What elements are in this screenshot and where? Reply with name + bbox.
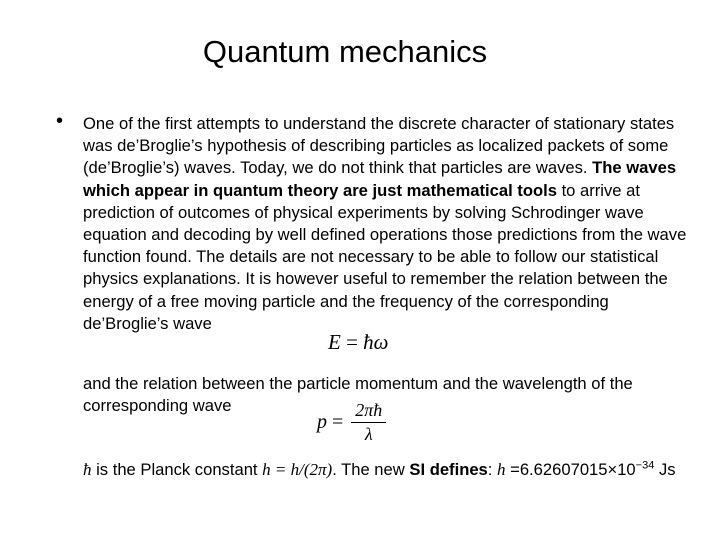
- planck-constant-line: [83, 459, 693, 481]
- energy-equation: [328, 330, 389, 355]
- h-symbol: h: [497, 460, 506, 479]
- planck-text-4: :: [487, 460, 498, 479]
- fraction-denominator: λ: [364, 424, 373, 444]
- momentum-lhs: p: [317, 411, 327, 433]
- momentum-paragraph: and the relation between the particle momentum and the wavelength of the corresponding wave: [83, 374, 633, 416]
- energy-rhs: ħω: [363, 330, 389, 354]
- hbar-definition: h = h/(2π): [262, 460, 333, 479]
- si-bold: SI: [409, 460, 426, 479]
- energy-lhs: E: [328, 330, 341, 354]
- fraction-numerator: 2πħ: [351, 400, 386, 423]
- intro-bold-text: The waves which appear in quantum theory are just mathematical tools: [83, 158, 677, 200]
- planck-text-1: is the Planck constant: [91, 460, 263, 479]
- planck-text-2: . The new: [332, 460, 410, 479]
- momentum-equation: [317, 400, 386, 445]
- defines-bold: defines: [429, 460, 488, 479]
- planck-exponent: −34: [635, 459, 655, 472]
- momentum-equals: =: [332, 411, 344, 433]
- bullet-marker: •: [56, 110, 64, 132]
- momentum-fraction: [351, 400, 386, 445]
- slide-title: Quantum mechanics: [202, 34, 488, 69]
- planck-unit: Js: [654, 460, 676, 479]
- intro-text-part1: One of the first attempts to understand the discrete character of stationary states was de’Broglie’s hypothesis of describing particles as localized packets of some (de’Broglie’s) waves. Today, we do not think that particles are waves.: [83, 114, 675, 178]
- hbar-symbol: ħ: [83, 460, 92, 479]
- intro-text-part2: to arrive at prediction of outcomes of physical experiments by solving Schrodinger wave equation and decoding by well defined operations those predictions from the wave function found. The details are not necessary to be able to follow our statistical physics explanations. It is however useful to remember the relation between the energy of a free moving particle and the frequency of the corresponding de’Broglie’s wave: [83, 180, 687, 333]
- intro-paragraph: [83, 113, 693, 335]
- planck-value: =6.62607015×10: [505, 460, 636, 479]
- energy-equals: =: [346, 330, 358, 354]
